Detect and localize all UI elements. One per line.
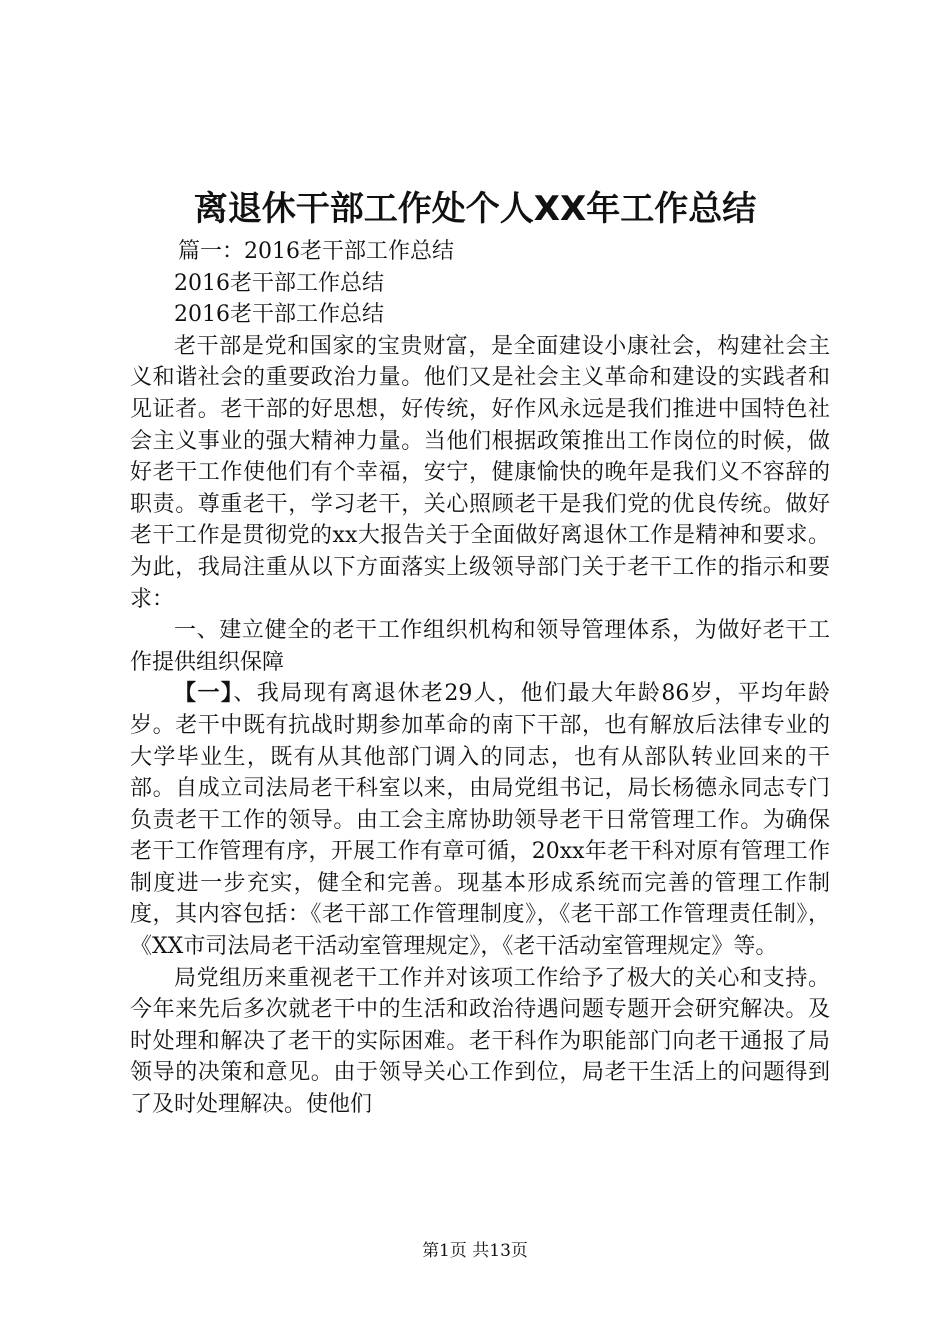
heading-part-one: 篇一：2016老干部工作总结 [178, 239, 454, 264]
item-text: 、我局现有离退休老29人，他们最大年龄86岁，平均年龄岁。老干中既有抗战时期参加革命的南下干部，也有解放后法律专业的大学毕业生，既有从其他部门调入的同志，也有从部队转业回来的干部。自成立司法局老干科室以来，由局党组书记，局长杨德永同志专门负责老干工作的领导。由工会主席协助领导老干日常管理工作。为确保老干工作管理有序，开展工作有章可循，20xx年老干科对原有管理工作制度进一步充实，健全和完善。现基本形成系统而完善的管理工作制度，其内容包括：《老干部工作管理制度》，《老干部工作管理责任制》，《XX市司法局老干活动室管理规定》，《老干活动室管理规定》等。 [130, 681, 830, 960]
paragraph-leadership: 局党组历来重视老干工作并对该项工作给予了极大的关心和支持。今年来先后多次就老干中的生活和政治待遇问题专题开会研究解决。及时处理和解决了老干的实际困难。老干科作为职能部门向老干通报了局领导的决策和意见。由于领导关心工作到位，局老干生活上的问题得到了及时处理解决。使他们 [130, 965, 830, 1118]
paragraph-item-one [130, 678, 830, 962]
item-marker: 【一】 [174, 680, 234, 707]
heading-summary-repeat: 2016老干部工作总结 [174, 302, 384, 328]
section-heading-one: 一、建立健全的老干工作组织机构和领导管理体系，为做好老干工作提供组织保障 [130, 618, 830, 675]
document-title: 离退休干部工作处个人XX年工作总结 [193, 189, 757, 229]
document-body [130, 236, 830, 1121]
paragraph-intro: 老干部是党和国家的宝贵财富，是全面建设小康社会，构建社会主义和谐社会的重要政治力量。他们又是社会主义革命和建设的实践者和见证者。老干部的好思想，好传统，好作风永远是我们推进中国特色社会主义事业的强大精神力量。当他们根据政策推出工作岗位的时候，做好老干工作使他们有个幸福，安宁，健康愉快的晚年是我们义不容辞的职责。尊重老干，学习老干，关心照顾老干是我们党的优良传统。做好老干工作是贯彻党的xx大报告关于全面做好离退休工作是精神和要求。为此，我局注重从以下方面落实上级领导部门关于老干工作的指示和要求： [130, 333, 830, 612]
page-footer: 第1页 共13页 [422, 1241, 528, 1261]
heading-summary: 2016老干部工作总结 [174, 270, 384, 296]
